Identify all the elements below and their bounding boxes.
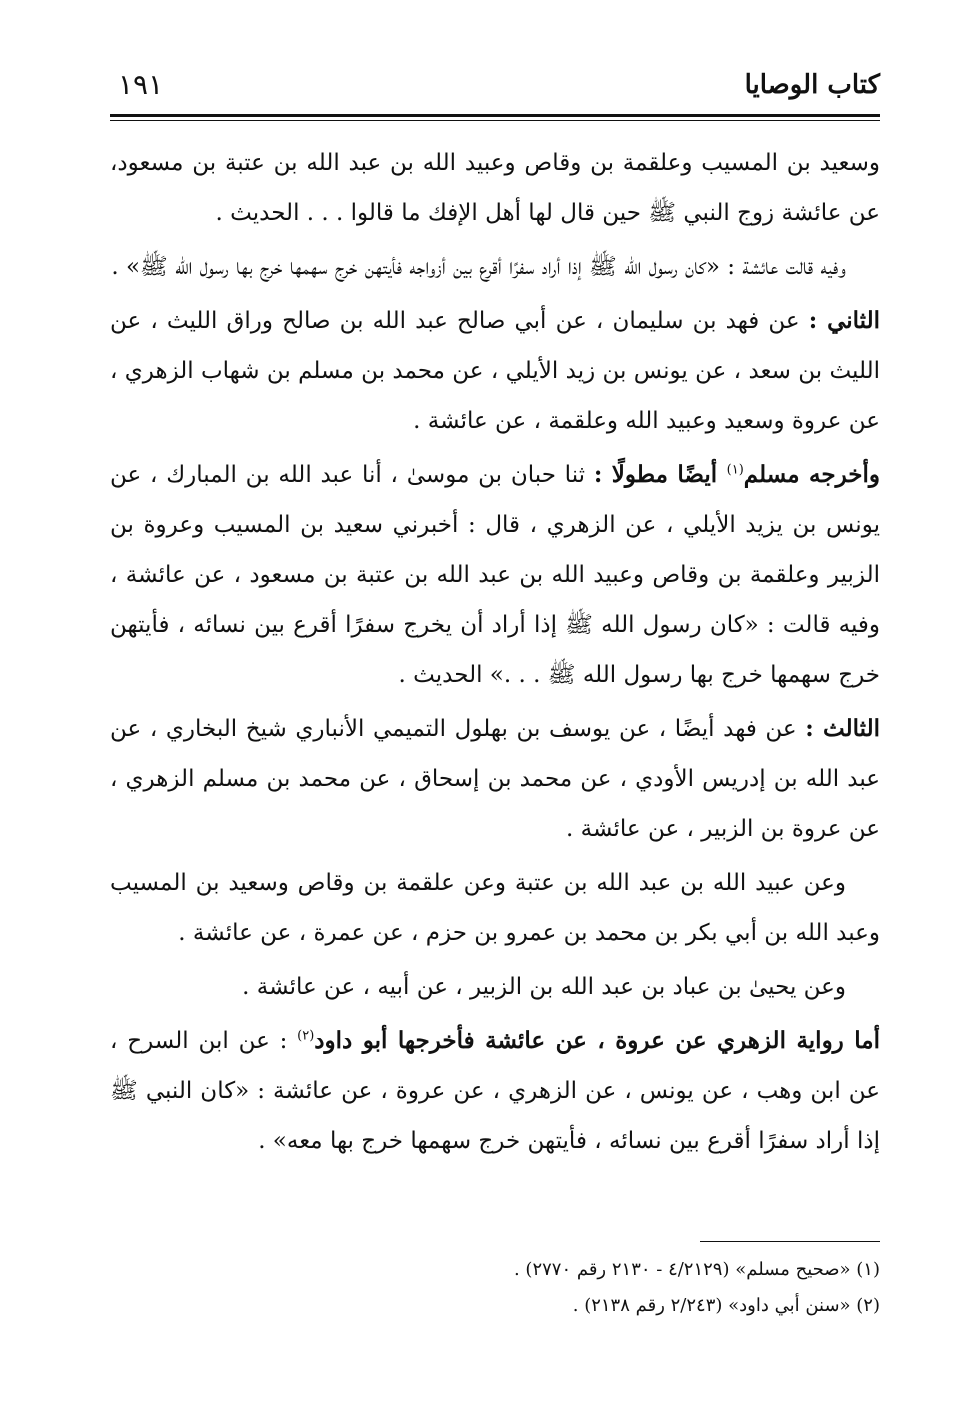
chapter-title: كتاب الوصايا [744, 70, 880, 100]
paragraph-heading: أما رواية الزهري عن عروة ، عن عائشة فأخرجها أبو داود [314, 1027, 880, 1054]
paragraph [110, 962, 880, 1012]
paragraph-text: وعن يحيىٰ بن عباد بن عبد الله بن الزبير ، عن أبيه ، عن عائشة . [242, 974, 846, 1000]
paragraph [110, 1016, 880, 1166]
paragraph [110, 450, 880, 700]
paragraph-heading-continued: أيضًا مطولًا : [593, 461, 727, 488]
page-header [110, 58, 880, 114]
paragraph-heading: وأخرجه مسلم [743, 461, 880, 488]
paragraph-heading: الثالث : [805, 715, 880, 742]
footnote-separator [700, 1241, 880, 1242]
paragraph-text: عن فهد أيضًا ، عن يوسف بن بهلول التميمي الأنباري شيخ البخاري ، عن عبد الله بن إدريس الأودي ، عن محمد بن إسحاق ، عن محمد بن مسلم الزهري ، عن عروة بن الزبير ، عن عائشة . [110, 716, 880, 842]
paragraph [110, 242, 880, 292]
footnote-marker[interactable]: (٢) [297, 1028, 315, 1044]
paragraph-text: ثنا حبان بن موسىٰ ، أنا عبد الله بن المبارك ، عن يونس بن يزيد الأيلي ، عن الزهري ، قال : أخبرني سعيد بن المسيب وعروة بن الزبير وعلقمة بن وقاص وعبيد الله بن عبد الله بن عتبة بن مسعود ، عن عائشة ، وفيه قالت : «كان رسول الله ﷺ إذا أراد أن يخرج سفرًا أقرع بين نسائه ، فأيتهن خرج سهمها خرج بها رسول الله ﷺ . . .» الحديث . [110, 462, 880, 688]
footnote: (١) «صحيح مسلم» (٤/٢١٢٩ - ٢١٣٠ رقم ٢٧٧٠) . [513, 1259, 880, 1280]
paragraph-heading: الثاني : [808, 307, 881, 334]
header-rule-thin [110, 120, 880, 121]
footnotes [110, 1252, 880, 1324]
paragraph [110, 138, 880, 238]
paragraph [110, 858, 880, 958]
paragraph-text: وسعيد بن المسيب وعلقمة بن وقاص وعبيد الله بن عبد الله بن عتبة بن مسعود، عن عائشة زوج النبي ﷺ حين قال لها أهل الإفك ما قالوا . . . الحديث . [110, 150, 880, 226]
header-rule-thick [110, 114, 880, 117]
paragraph-text: وفيه قالت عائشة : «كان رسول الله ﷺ إذا أراد سفرًا أقرع بين أزواجه فأيتهن خرج سهمها خرج بها رسول الله ﷺ» . [111, 254, 846, 280]
paragraph-text: عن فهد بن سليمان ، عن أبي صالح عبد الله بن صالح وراق الليث ، عن الليث بن سعد ، عن يونس بن زيد الأيلي ، عن محمد بن مسلم بن شهاب الزهري ، عن عروة وسعيد وعبيد الله وعلقمة ، عن عائشة . [110, 308, 880, 434]
main-text [110, 138, 880, 1170]
paragraph-text: : عن ابن السرح ، عن ابن وهب ، عن يونس ، عن الزهري ، عن عروة ، عن عائشة : «كان النبي ﷺ إذا أراد سفرًا أقرع بين نسائه ، فأيتهن خرج سهمها خرج بها معه» . [110, 1028, 880, 1154]
page-number: ١٩١ [118, 68, 164, 101]
paragraph [110, 296, 880, 446]
paragraph [110, 704, 880, 854]
paragraph-text: وعن عبيد الله بن عبد الله بن عتبة وعن علقمة بن وقاص وسعيد بن المسيب وعبد الله بن أبي بكر بن محمد بن عمرو بن حزم ، عن عمرة ، عن عائشة . [110, 870, 880, 946]
footnote: (٢) «سنن أبي داود» (٢/٢٤٣ رقم ٢١٣٨) . [572, 1295, 880, 1316]
footnote-marker[interactable]: (١) [726, 462, 744, 478]
